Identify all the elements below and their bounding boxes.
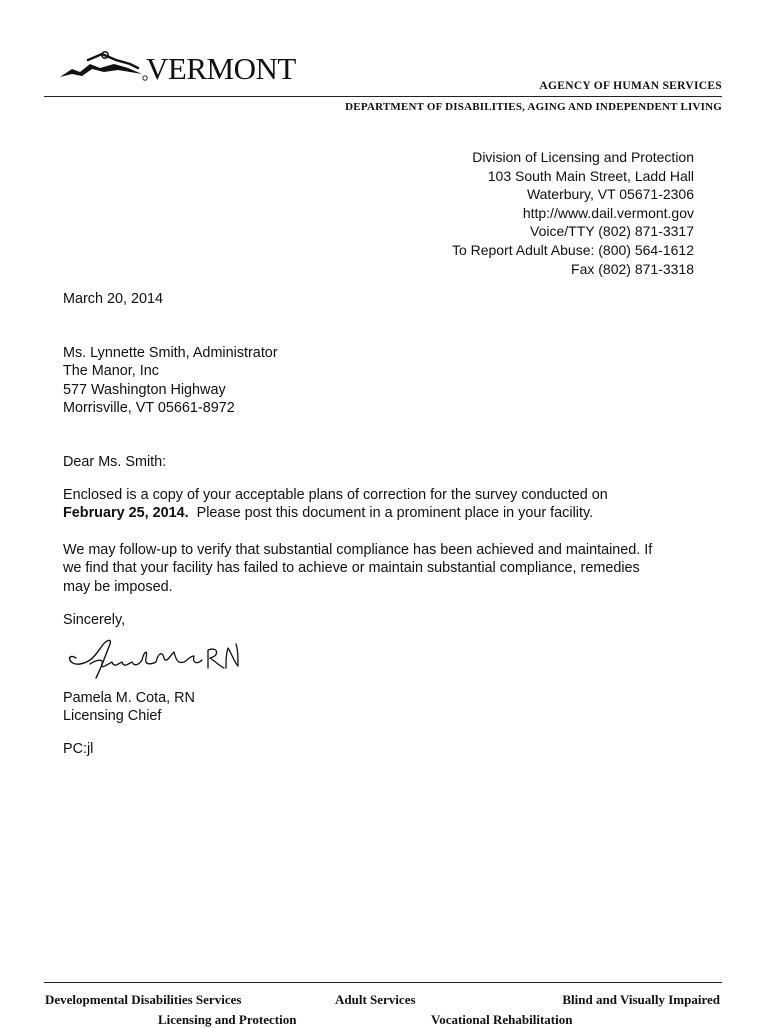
paragraph-line: we find that your facility has failed to achieve or maintain substantial compliance, remedies [63,560,640,577]
closing: Sincerely, [63,612,126,628]
recipient-city: Morrisville, VT 05661-8972 [63,400,235,417]
handwritten-signature [62,634,240,684]
footer-service: Adult Services [335,992,416,1007]
recipient-street: 577 Washington Highway [63,381,226,398]
paragraph-line [63,504,608,522]
division-city: Waterbury, VT 05671-2306 [526,186,694,203]
footer-service: Blind and Visually Impaired [562,992,720,1007]
paragraph-line: Enclosed is a copy of your acceptable plans of correction for the survey conducted on [63,487,608,503]
signer-block [63,689,195,726]
paragraph-line: We may follow-up to verify that substantial compliance has been achieved and maintained. If [63,542,653,558]
recipient-organization: The Manor, Inc [63,363,159,380]
letter-date: March 20, 2014 [63,291,163,307]
division-fax: Fax (802) 871-3318 [571,260,694,277]
letterhead-divider [44,96,722,97]
vermont-mountain-logo [58,50,150,82]
division-abuse-hotline: To Report Adult Abuse: (800) 564-1612 [451,241,694,258]
reference-initials: PC:jl [63,741,94,757]
paragraph-line: may be imposed. [63,578,173,595]
footer-divider [44,982,722,983]
division-name: Division of Licensing and Protection [472,149,694,165]
footer-service: Developmental Disabilities Services [45,992,242,1007]
division-voice-tty: Voice/TTY (802) 871-3317 [530,223,694,240]
division-address-block [452,148,694,278]
agency-name: AGENCY OF HUMAN SERVICES [539,80,722,92]
recipient-name: Ms. Lynnette Smith, Administrator [63,345,278,361]
footer-service: Licensing and Protection [158,1012,297,1027]
paragraph-text: Please post this document in a prominent place in your facility. [188,505,594,522]
survey-date: February 25, 2014. [63,505,189,522]
salutation: Dear Ms. Smith: [63,454,167,470]
paragraph-follow-up [63,541,652,596]
division-website: http://www.dail.vermont.gov [522,204,694,221]
signer-name: Pamela M. Cota, RN [63,690,195,706]
division-street: 103 South Main Street, Ladd Hall [487,167,694,184]
recipient-address [63,344,278,418]
signer-title: Licensing Chief [63,708,162,725]
department-name: DEPARTMENT OF DISABILITIES, AGING AND INDEPENDENT LIVING [345,101,722,113]
footer-service: Vocational Rehabilitation [431,1012,573,1027]
state-name: VERMONT [146,51,296,86]
paragraph-enclosure [63,486,608,523]
